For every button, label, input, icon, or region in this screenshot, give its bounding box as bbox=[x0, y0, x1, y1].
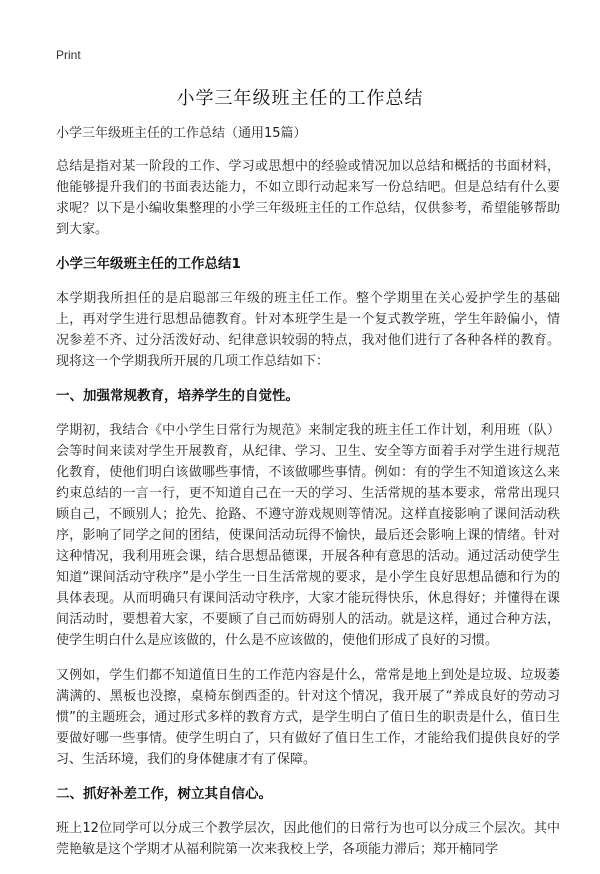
section-heading: 小学三年级班主任的工作总结1 bbox=[56, 256, 241, 272]
print-link[interactable]: Print bbox=[56, 48, 81, 62]
subheading-remedial-work: 二、抓好补差工作，树立其自信心。 bbox=[56, 786, 272, 802]
paragraph: 又例如，学生们都不知道值日生的工作范内容是什么，常常是地上到处是垃圾、垃圾萎满满的、黑板也没擦，桌椅东倒西歪的。针对这个情况，我开展了“养成良好的劳动习惯”的主题班会，通过形式多样的教育方式，是学生明白了值日生的职责是什么，值日生要做好哪一些事情。使学生明白了，只有做好了值日生工作，才能给我们提供良好的学习、生活环境，我们的身体健康才有了保障。 bbox=[56, 668, 560, 767]
intro-paragraph: 总结是指对某一阶段的工作、学习或思想中的经验或情况加以总结和概括的书面材料，他能够提升我们的书面表达能力，不如立即行动起来写一份总结吧。但是总结有什么要求呢？以下是小编收集整理的小学三年级班主任的工作总结，仅供参考，希望能够帮助到大家。 bbox=[56, 159, 560, 237]
paragraph: 本学期我所担任的是启聪部三年级的班主任工作。整个学期里在关心爱护学生的基础上，再对学生进行思想品德教育。针对本班学生是一个复式教学班，学生年龄偏小，情况参差不齐、过分活泼好动、纪律意识较弱的特点，我对他们进行了各种各样的教育。现将这一个学期我所开展的几项工作总结如下： bbox=[56, 291, 560, 369]
subheading-routine-education: 一、加强常规教育，培养学生的自觉性。 bbox=[56, 388, 299, 404]
paragraph: 班上12位同学可以分成三个教学层次，因此他们的日常行为也可以分成三个层次。其中莞艳敏是这个学期才从福利院第一次来我校上学，各项能力滞后；郑开楠同学 bbox=[56, 821, 560, 857]
document-subtitle: 小学三年级班主任的工作总结（通用15篇） bbox=[56, 126, 307, 141]
page-title: 小学三年级班主任的工作总结 bbox=[176, 88, 424, 109]
document-body bbox=[56, 124, 560, 874]
paragraph: 学期初，我结合《中小学生日常行为规范》来制定我的班主任工作计划，利用班（队）会等时间来读对学生开展教育，从纪律、学习、卫生、安全等方面着手对学生进行规范化教育，使他们明白该做哪些事情，不该做哪些事情。例如：有的学生不知道该这么来约束总结的一言一行，更不知道自己在一天的学习、生活常规的基本要求，常常出现只顾自己，不顾别人；抢先、抢路、不遵守游戏规则等情况。这样直接影响了课间活动秩序，影响了同学之间的团结，使课间活动玩得不愉快，最后还会影响上课的情绪。针对这种情况，我利用班会课，结合思想品德课，开展各种有意思的活动。通过活动使学生知道“课间活动守秩序”是小学生一日生活常规的要求，是小学生良好思想品德和行为的具体表现。从而明确只有课间活动守秩序，大家才能玩得快乐，休息得好；并懂得在课间活动时，要想着大家，不要顾了自己而妨碍别人的活动。就是这样，通过合种方法，使学生明白什么是应该做的，什么是不应该做的，使他们形成了良好的习惯。 bbox=[56, 423, 560, 648]
